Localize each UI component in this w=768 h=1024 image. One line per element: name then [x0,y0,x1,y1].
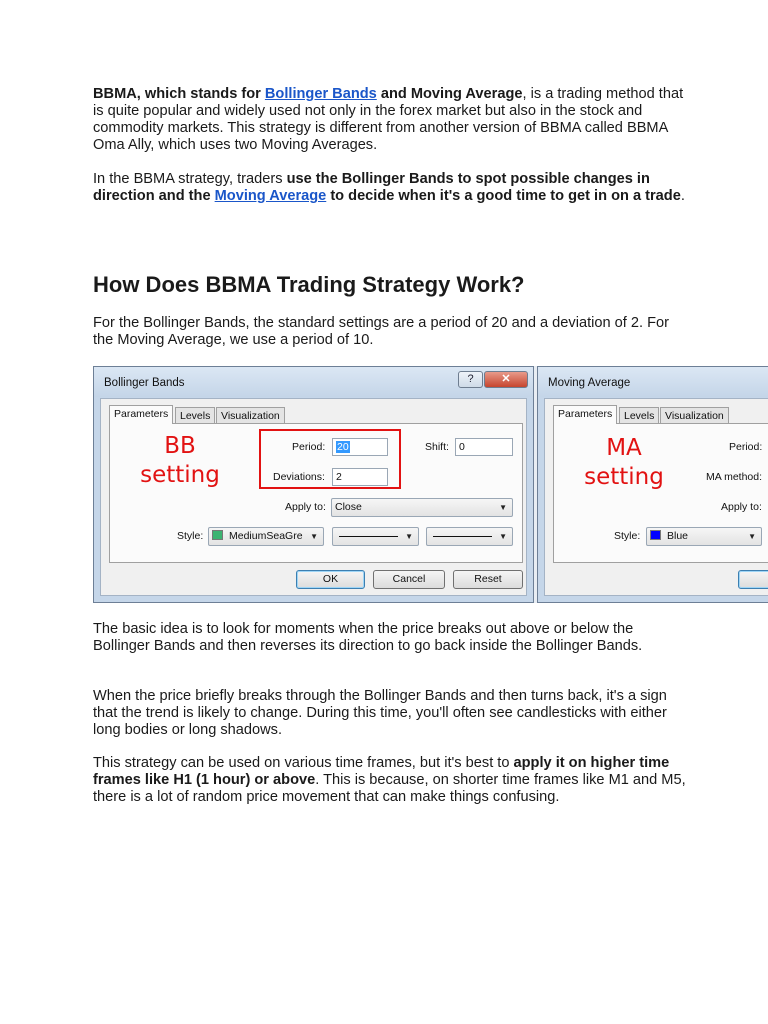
chevron-down-icon: ▼ [310,532,318,541]
line-style-preview [339,536,398,537]
ma-annotation-line2: setting [584,464,664,490]
ma-tab-parameters[interactable]: Parameters [553,405,617,424]
chevron-down-icon: ▼ [499,532,507,541]
cancel-button[interactable]: Cancel [373,570,445,589]
p2-bold2: to decide when it's a good time to get in on a trade [326,188,681,204]
color-swatch [212,530,223,540]
shift-label: Shift: [425,441,449,453]
ok-button[interactable]: OK [296,570,365,589]
line-width-select[interactable] [426,527,513,546]
ma-method-label: MA method: [706,471,763,483]
chevron-down-icon: ▼ [748,532,756,541]
close-button[interactable]: ✕ [484,371,528,388]
p6-bold: apply it on higher time frames like H1 (1 hour) or above [93,755,670,788]
p6-lead: This strategy can be used on various time frames, but it's best to [93,755,514,771]
ma-parameters-panel [553,423,768,563]
ma-client-area [544,398,768,596]
bb-titlebar [94,367,533,397]
bb-client-area [100,398,527,596]
tab-levels[interactable]: Levels [175,407,215,423]
strategy-paragraph [93,171,693,205]
bollinger-bands-dialog [93,366,534,603]
shift-input[interactable]: 0 [455,438,513,456]
bb-annotation-line1: BB [164,433,196,459]
line-width-preview [433,536,492,537]
ma-annotation-line1: MA [606,435,642,461]
apply-to-label: Apply to: [285,501,326,513]
bb-dialog-title: Bollinger Bands [104,377,185,389]
p2-end: . [680,188,685,204]
moving-average-dialog [537,366,768,603]
period-label: Period: [292,441,326,453]
apply-to-select[interactable] [331,498,513,517]
ma-annotation [574,434,674,492]
period-input[interactable] [332,438,388,456]
p2-lead: In the BBMA strategy, traders [93,171,287,187]
deviations-input[interactable]: 2 [332,468,388,486]
style-color-name: MediumSeaGre [229,530,303,542]
ma-ok-button[interactable] [738,570,768,589]
ma-style-label: Style: [614,530,641,542]
chevron-down-icon: ▼ [499,503,507,512]
period-value: 20 [337,441,349,453]
ma-apply-to-label: Apply to: [721,501,762,513]
p2-bold1: use the Bollinger Bands to spot possible changes in direction and the [93,171,650,204]
deviations-label: Deviations: [273,471,325,483]
ma-style-color-select[interactable] [646,527,762,546]
bollinger-bands-link[interactable]: Bollinger Bands [264,86,377,102]
color-swatch [650,530,661,540]
moving-average-link[interactable]: Moving Average [214,188,327,204]
tab-parameters[interactable]: Parameters [109,405,173,424]
ma-style-color-name: Blue [667,530,689,542]
intro-rest: , is a trading method that is quite popular and widely used not only in the forex market but also in the stock and commodity markets. This strategy is different from another version of BBMA called BBMA Oma Ally, which uses two Moving Averages. [93,86,684,153]
ma-tab-levels[interactable]: Levels [619,407,659,423]
ma-titlebar [538,367,768,397]
bb-annotation-line2: setting [140,462,220,488]
style-color-select[interactable] [208,527,324,546]
timeframe-paragraph [93,755,693,806]
bold-mid: and Moving Average [376,86,523,102]
reset-button[interactable]: Reset [453,570,523,589]
intro-paragraph [93,86,693,154]
settings-paragraph: For the Bollinger Bands, the standard settings are a period of 20 and a deviation of 2. For the Moving Average, we use a period of 10. [93,315,669,348]
ma-tab-visualization[interactable]: Visualization [660,407,729,423]
help-button[interactable]: ? [458,371,483,388]
settings-screenshot [93,366,768,603]
apply-to-value: Close [335,501,362,513]
bb-parameters-panel [109,423,523,563]
breakout-paragraph: When the price briefly breaks through the Bollinger Bands and then turns back, it's a sign that the trend is likely to change. During this time, you'll often see candlesticks with either long bodies or long shadows. [93,688,667,738]
style-label: Style: [177,530,204,542]
bb-annotation [130,432,230,490]
section-heading: How Does BBMA Trading Strategy Work? [93,272,525,297]
line-style-select[interactable] [332,527,419,546]
ma-dialog-title: Moving Average [548,377,631,389]
basic-idea-paragraph: The basic idea is to look for moments when the price breaks out above or below the Bollinger Bands and then reverses its direction to go back inside the Bollinger Bands. [93,621,643,654]
bold-lead: BBMA, which stands for [93,86,265,102]
ma-period-label: Period: [729,441,763,453]
tab-visualization[interactable]: Visualization [216,407,285,423]
chevron-down-icon: ▼ [405,532,413,541]
p6-rest: . This is because, on shorter time frames like M1 and M5, there is a lot of random price movement that can make things confusing. [93,772,686,805]
